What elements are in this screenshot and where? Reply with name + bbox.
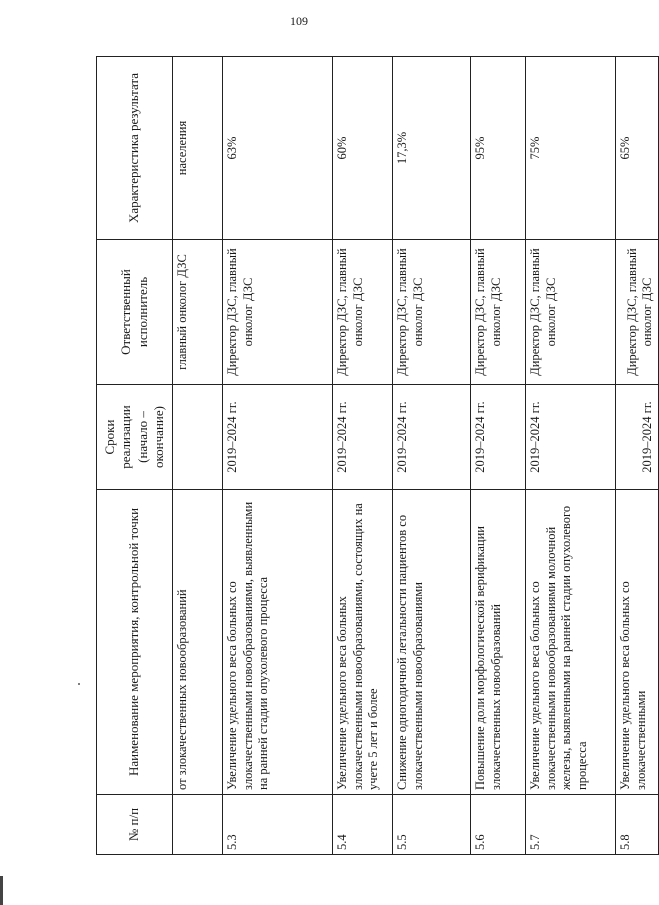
table-row xyxy=(173,57,223,855)
row-name: Снижение одногодичной летальности пациентов со злокачественными новообразованиями xyxy=(393,490,471,795)
row-num xyxy=(173,795,223,855)
row-responsible: главный онколог ДЗС xyxy=(173,240,223,385)
row-result: 95% xyxy=(471,57,526,240)
row-result: 63% xyxy=(223,57,333,240)
header-responsible: Ответственный исполнитель xyxy=(97,240,173,385)
row-name: от злокачественных новообразований xyxy=(173,490,223,795)
scan-edge-mark xyxy=(0,876,3,905)
row-num: 5.5 xyxy=(393,795,471,855)
table-row xyxy=(526,57,616,855)
header-num: № п/п xyxy=(97,795,173,855)
row-num: 5.4 xyxy=(333,795,393,855)
header-name: Наименование мероприятия, контрольной точки xyxy=(97,490,173,795)
row-period: 2019–2024 гг. xyxy=(393,385,471,490)
row-responsible: Директор ДЗС, главный онколог ДЗС xyxy=(223,240,333,385)
row-period: 2019–2024 гг. xyxy=(526,385,616,490)
row-name: Увеличение удельного веса больных со злокачественными xyxy=(616,490,659,795)
row-responsible: Директор ДЗС, главный онколог ДЗС xyxy=(471,240,526,385)
header-period: Сроки реализации (начало – окончание) xyxy=(97,385,173,490)
row-period: 2019–2024 гг. xyxy=(333,385,393,490)
row-responsible: Директор ДЗС, главный онколог ДЗС xyxy=(526,240,616,385)
row-period: 2019–2024 гг. xyxy=(616,385,659,490)
row-num: 5.6 xyxy=(471,795,526,855)
table-row xyxy=(471,57,526,855)
table-row xyxy=(333,57,393,855)
table-row xyxy=(223,57,333,855)
table-header-row xyxy=(97,57,173,855)
row-name: Увеличение удельного веса больных со злокачественными новообразованиями, выявленными на ранней стадии опухолевого процесса xyxy=(223,490,333,795)
row-period xyxy=(173,385,223,490)
row-num: 5.8 xyxy=(616,795,659,855)
row-result: 60% xyxy=(333,57,393,240)
row-responsible: Директор ДЗС, главный онколог ДЗС xyxy=(333,240,393,385)
row-num: 5.7 xyxy=(526,795,616,855)
row-result: 17,3% xyxy=(393,57,471,240)
scan-speck xyxy=(78,683,80,685)
header-result: Характеристика результата xyxy=(97,57,173,240)
table-row xyxy=(393,57,471,855)
rotated-table-container xyxy=(96,57,655,855)
plan-table xyxy=(96,56,659,855)
row-name: Повышение доли морфологической верификации злокачественных новообразований xyxy=(471,490,526,795)
row-num: 5.3 xyxy=(223,795,333,855)
row-name: Увеличение удельного веса больных злокачественными новообразованиями, состоящих на учете 5 лет и более xyxy=(333,490,393,795)
table-row xyxy=(616,57,659,855)
row-result: 75% xyxy=(526,57,616,240)
row-period: 2019–2024 гг. xyxy=(471,385,526,490)
row-period: 2019–2024 гг. xyxy=(223,385,333,490)
row-result: населения xyxy=(173,57,223,240)
row-responsible: Директор ДЗС, главный онколог ДЗС xyxy=(616,240,659,385)
row-name: Увеличение удельного веса больных со злокачественными новообразованиями молочной железы, выявленными на ранней стадии опухолевого процесса xyxy=(526,490,616,795)
row-responsible: Директор ДЗС, главный онколог ДЗС xyxy=(393,240,471,385)
page-number: 109 xyxy=(290,14,308,28)
row-result: 65% xyxy=(616,57,659,240)
